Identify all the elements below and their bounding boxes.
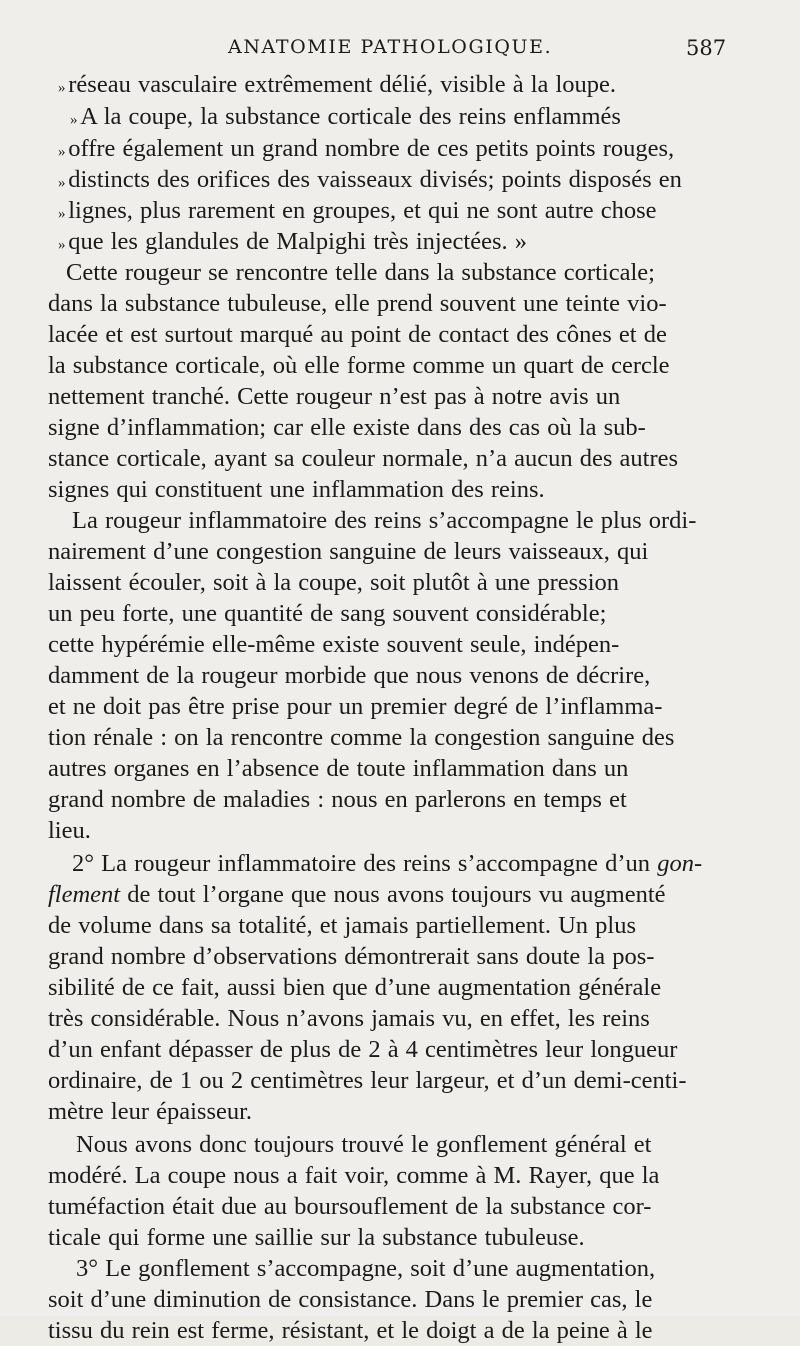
text-line: » A la coupe, la substance corticale des reins enflammés — [70, 103, 621, 130]
text-line: ticale qui forme une saillie sur la substance tubuleuse. — [48, 1224, 585, 1251]
text-line: dans la substance tubuleuse, elle prend souvent une teinte vio- — [48, 290, 667, 317]
text-line: » distincts des orifices des vaisseaux divisés; points disposés en — [58, 166, 682, 193]
text-line: laissent écouler, soit à la coupe, soit plutôt à une pression — [48, 569, 620, 596]
text-line: 3° Le gonflement s’accompagne, soit d’une augmentation, — [76, 1255, 656, 1282]
text-line: flement de tout l’organe que nous avons toujours vu augmenté — [48, 881, 666, 908]
text-line: ordinaire, de 1 ou 2 centimètres leur largeur, et d’un demi-centi- — [48, 1067, 687, 1094]
text-line: mètre leur épaisseur. — [48, 1098, 253, 1125]
text-line: » offre également un grand nombre de ces petits points rouges, — [58, 135, 675, 162]
text-line: » réseau vasculaire extrêmement délié, visible à la loupe. — [58, 71, 617, 98]
text-line: nairement d’une congestion sanguine de leurs vaisseaux, qui — [48, 538, 649, 565]
text-line: Nous avons donc toujours trouvé le gonflement général et — [76, 1131, 652, 1158]
text-line: signes qui constituent une inflammation des reins. — [48, 476, 545, 503]
running-title: ANATOMIE PATHOLOGIQUE. — [228, 36, 553, 58]
text-line: d’un enfant dépasser de plus de 2 à 4 centimètres leur longueur — [48, 1036, 678, 1063]
text-line: Cette rougeur se rencontre telle dans la substance corticale; — [66, 259, 655, 286]
text-line: nettement tranché. Cette rougeur n’est pas à notre avis un — [48, 383, 621, 410]
text-line: stance corticale, ayant sa couleur normale, n’a aucun des autres — [48, 445, 679, 472]
text-line: tissu du rein est ferme, résistant, et le doigt a de la peine à le — [48, 1317, 653, 1344]
text-line: lieu. — [48, 817, 91, 844]
text-line: soit d’une diminution de consistance. Dans le premier cas, le — [48, 1286, 653, 1313]
text-line: de volume dans sa totalité, et jamais partiellement. Un plus — [48, 912, 637, 939]
text-line: très considérable. Nous n’avons jamais vu, en effet, les reins — [48, 1005, 650, 1032]
text-line: modéré. La coupe nous a fait voir, comme à M. Rayer, que la — [48, 1162, 660, 1189]
text-line: autres organes en l’absence de toute inflammation dans un — [48, 755, 629, 782]
text-line: tuméfaction était due au boursouflement de la substance cor- — [48, 1193, 652, 1220]
text-line: tion rénale : on la rencontre comme la congestion sanguine des — [48, 724, 675, 751]
text-line: et ne doit pas être prise pour un premier degré de l’inflamma- — [48, 693, 663, 720]
text-line: La rougeur inflammatoire des reins s’accompagne le plus ordi- — [72, 507, 697, 534]
text-line: » que les glandules de Malpighi très injectées. » — [58, 228, 528, 255]
running-head — [0, 36, 800, 70]
text-line: un peu forte, une quantité de sang souvent considérable; — [48, 600, 607, 627]
text-line: cette hypérémie elle-même existe souvent seule, indépen- — [48, 631, 620, 658]
text-line: » lignes, plus rarement en groupes, et qui ne sont autre chose — [58, 197, 657, 224]
text-line: damment de la rougeur morbide que nous venons de décrire, — [48, 662, 651, 689]
text-line: 2° La rougeur inflammatoire des reins s’accompagne d’un gon- — [72, 850, 703, 877]
text-line: grand nombre d’observations démontrerait sans doute la pos- — [48, 943, 655, 970]
text-line: grand nombre de maladies : nous en parlerons en temps et — [48, 786, 627, 813]
text-line: sibilité de ce fait, aussi bien que d’une augmentation générale — [48, 974, 662, 1001]
text-line: la substance corticale, où elle forme comme un quart de cercle — [48, 352, 670, 379]
text-line: signe d’inflammation; car elle existe dans des cas où la sub- — [48, 414, 646, 441]
page-number: 587 — [686, 36, 727, 60]
text-line: lacée et est surtout marqué au point de contact des cônes et de — [48, 321, 667, 348]
